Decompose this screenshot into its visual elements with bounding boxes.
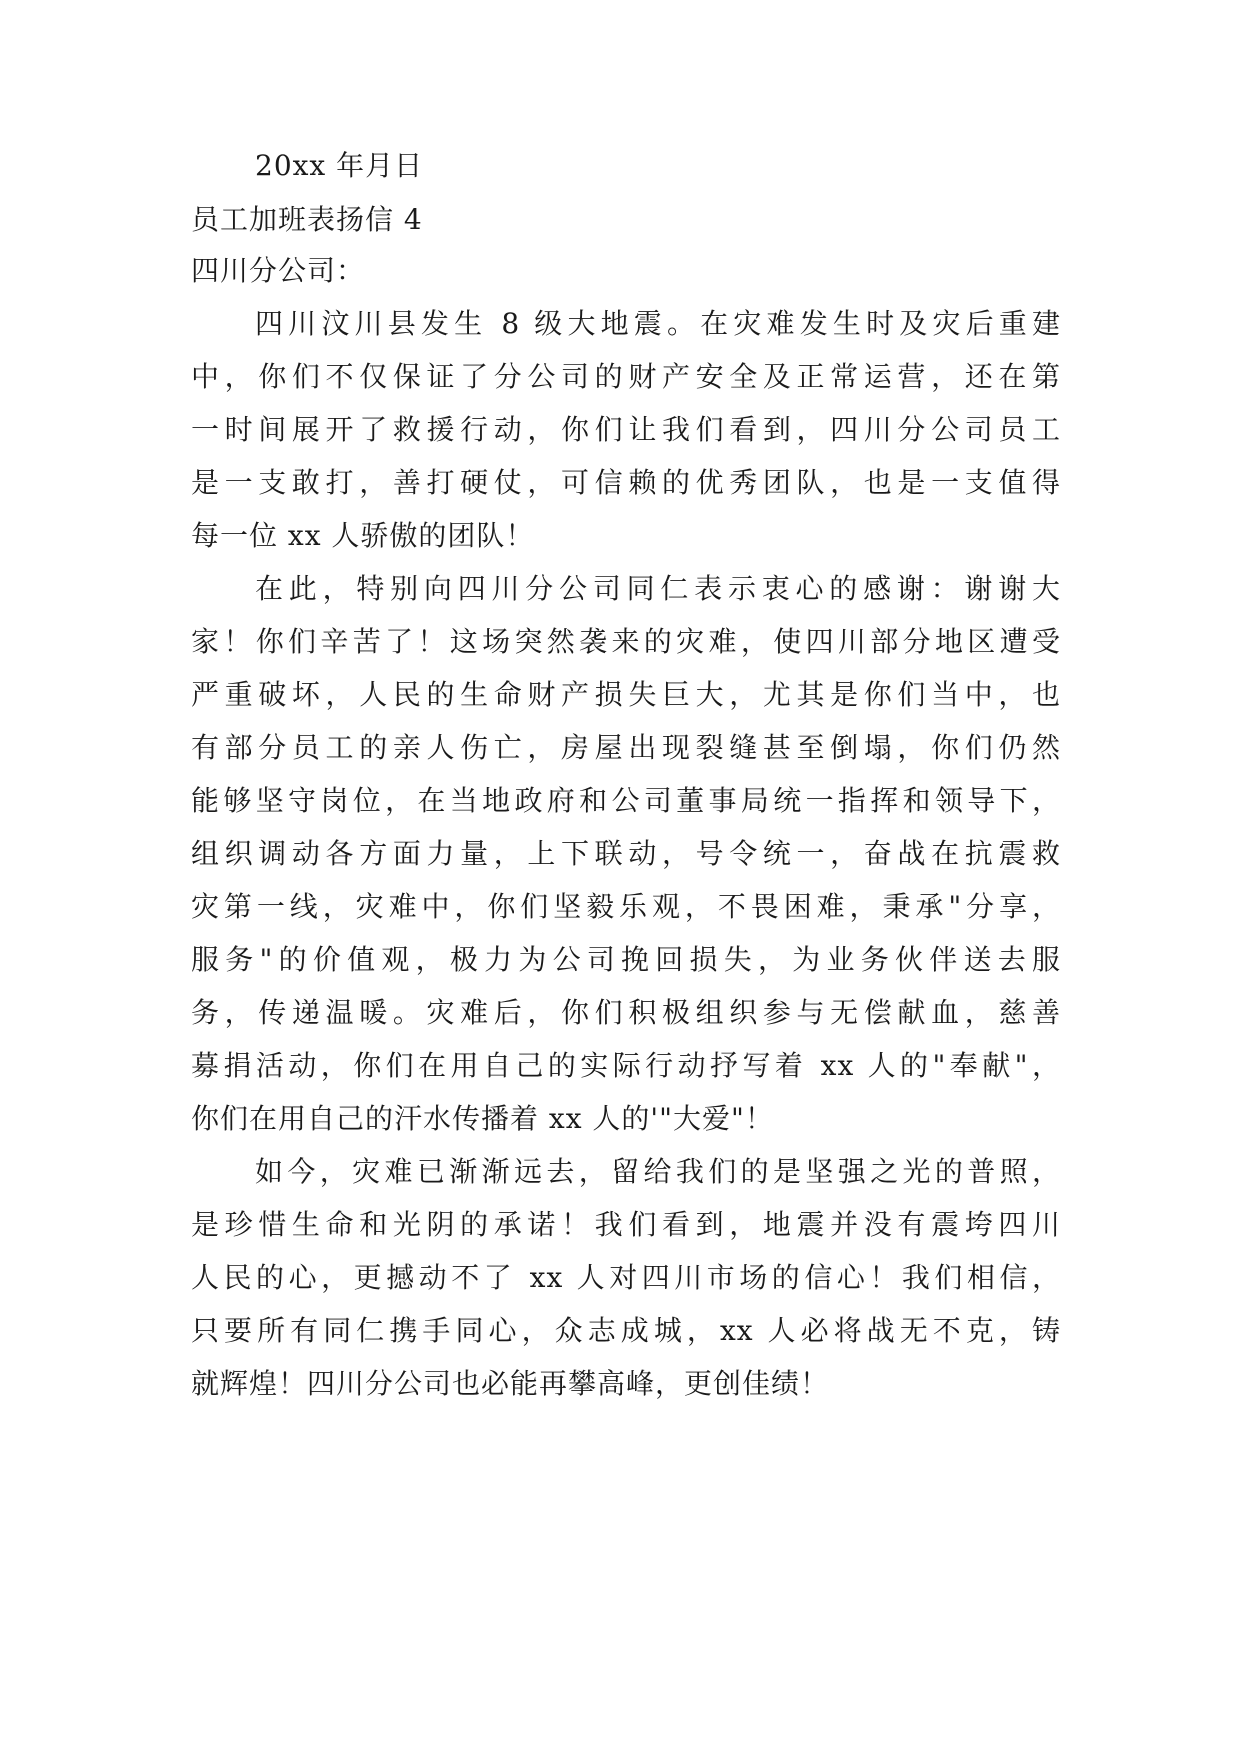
paragraph-line: 能够坚守岗位，在当地政府和公司董事局统一指挥和领导下， [191,784,1061,817]
paragraph-line: 组织调动各方面力量，上下联动，号令统一，奋战在抗震救 [191,837,1061,870]
paragraph-line: 就辉煌！四川分公司也必能再攀高峰，更创佳绩！ [191,1367,830,1400]
paragraph-line: 严重破坏，人民的生命财产损失巨大，尤其是你们当中，也 [191,678,1061,711]
paragraph-line: 务，传递温暖。灾难后，你们积极组织参与无偿献血，慈善 [191,996,1061,1029]
paragraph-line: 你们在用自己的汗水传播着 xx 人的'"大爱"！ [191,1102,774,1135]
paragraph-line: 中，你们不仅保证了分公司的财产安全及正常运营，还在第 [191,360,1061,393]
letter-title: 员工加班表扬信 4 [191,203,423,236]
salutation: 四川分公司： [191,254,366,287]
paragraph-line: 家！你们辛苦了！这场突然袭来的灾难，使四川部分地区遭受 [191,625,1061,658]
paragraph-line: 一时间展开了救援行动，你们让我们看到，四川分公司员工 [191,413,1061,446]
paragraph-line: 四川汶川县发生 8 级大地震。在灾难发生时及灾后重建 [255,307,1061,340]
paragraph-line: 灾第一线，灾难中，你们坚毅乐观，不畏困难，秉承"分享， [191,890,1061,923]
paragraph-line: 在此，特别向四川分公司同仁表示衷心的感谢：谢谢大 [255,572,1061,605]
paragraph-line: 每一位 xx 人骄傲的团队！ [191,519,535,552]
paragraph-line: 服务"的价值观，极力为公司挽回损失，为业务伙伴送去服 [191,943,1061,976]
date-line: 20xx 年月日 [255,149,424,182]
paragraph-line: 是一支敢打，善打硬仗，可信赖的优秀团队，也是一支值得 [191,466,1061,499]
paragraph-line: 有部分员工的亲人伤亡，房屋出现裂缝甚至倒塌，你们仍然 [191,731,1061,764]
paragraph-line: 如今，灾难已渐渐远去，留给我们的是坚强之光的普照， [255,1155,1061,1188]
paragraph-line: 募捐活动，你们在用自己的实际行动抒写着 xx 人的"奉献"， [191,1049,1061,1082]
paragraph-line: 是珍惜生命和光阴的承诺！我们看到，地震并没有震垮四川 [191,1208,1061,1241]
paragraph-line: 只要所有同仁携手同心，众志成城，xx 人必将战无不克，铸 [191,1314,1061,1347]
paragraph-line: 人民的心，更撼动不了 xx 人对四川市场的信心！我们相信， [191,1261,1061,1294]
